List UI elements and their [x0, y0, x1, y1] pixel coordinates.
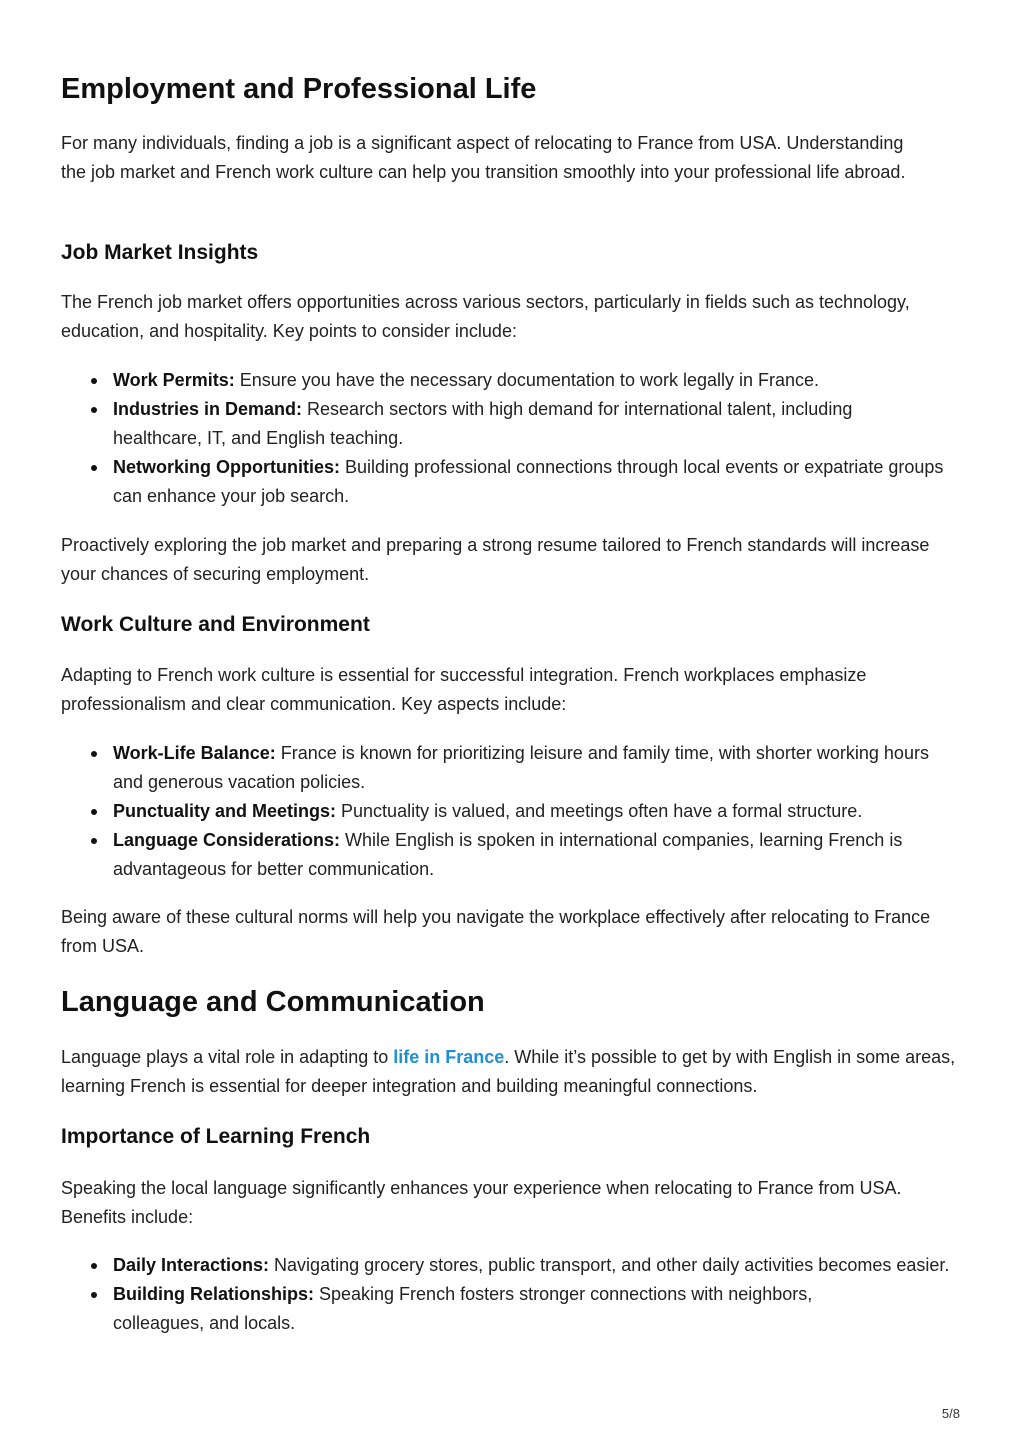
learning-french-intro: Speaking the local language significantly enhances your experience when relocating to France from USA. Benefits include: [61, 1178, 902, 1228]
list-item-label: Daily Interactions: [113, 1255, 270, 1275]
language-intro-text: Language plays a vital role in adapting to [61, 1047, 394, 1067]
list-item [113, 826, 968, 884]
list-item [113, 395, 923, 453]
language-intro-text-cont: . While it’s possible to get by with English in some areas, learning French is essential for deeper integration and building meaningful connections. [61, 1047, 956, 1097]
list-item [113, 1251, 1013, 1280]
work-culture-list [61, 739, 1023, 884]
subsection-title-learning-french: Importance of Learning French [61, 1125, 371, 1148]
list-item-label: Punctuality and Meetings: [113, 801, 337, 821]
list-item [113, 797, 1023, 826]
list-item-text: Research sectors with high demand for international talent, including healthcare, IT, and English teaching. [113, 399, 853, 448]
list-item-label: Industries in Demand: [113, 399, 303, 419]
list-item-label: Work Permits: [113, 370, 235, 390]
list-item-text: Navigating grocery stores, public transport, and other daily activities becomes easier. [269, 1255, 950, 1275]
list-item-text: Building professional connections through local events or expatriate groups can enhance your job search. [113, 457, 944, 506]
job-market-list [61, 366, 1013, 511]
subsection-title-job-market: Job Market Insights [61, 241, 259, 264]
list-item-label: Networking Opportunities: [113, 457, 340, 477]
page-number: 5/8 [941, 1406, 960, 1421]
list-item-label: Work-Life Balance: [113, 743, 276, 763]
section-title-language: Language and Communication [61, 986, 485, 1018]
list-item [113, 1280, 903, 1338]
work-culture-intro: Adapting to French work culture is essential for successful integration. French workplaces emphasize professionalism and clear communication. Key aspects include: [61, 665, 867, 715]
job-market-intro: The French job market offers opportunities across various sectors, particularly in fields such as technology, education, and hospitality. Key points to consider include: [61, 292, 910, 342]
subsection-title-work-culture: Work Culture and Environment [61, 613, 370, 636]
job-market-outro: Proactively exploring the job market and preparing a strong resume tailored to French standards will increase your chances of securing employment. [61, 535, 930, 585]
list-item-text: Speaking French fosters stronger connections with neighbors, colleagues, and locals. [113, 1284, 813, 1333]
language-intro [61, 1043, 967, 1101]
list-item-label: Language Considerations: [113, 830, 341, 850]
list-item [113, 453, 953, 511]
list-item-text: Punctuality is valued, and meetings often have a formal structure. [336, 801, 863, 821]
list-item-label: Building Relationships: [113, 1284, 314, 1304]
work-culture-outro: Being aware of these cultural norms will help you navigate the workplace effectively after relocating to France from USA. [61, 907, 931, 957]
list-item-text: France is known for prioritizing leisure and family time, with shorter working hours and generous vacation policies. [113, 743, 929, 792]
life-in-france-link[interactable]: life in France [393, 1047, 505, 1067]
list-item-text: While English is spoken in international companies, learning French is advantageous for better communication. [113, 830, 903, 879]
list-item-text: Ensure you have the necessary documentation to work legally in France. [234, 370, 820, 390]
section-title-employment: Employment and Professional Life [61, 73, 537, 105]
list-item [113, 739, 953, 797]
employment-intro: For many individuals, finding a job is a significant aspect of relocating to France from USA. Understanding the job market and French work culture can help you transition smoothly into your professional life abroad. [61, 133, 906, 183]
list-item [113, 366, 1013, 395]
learning-french-list [61, 1251, 1013, 1338]
